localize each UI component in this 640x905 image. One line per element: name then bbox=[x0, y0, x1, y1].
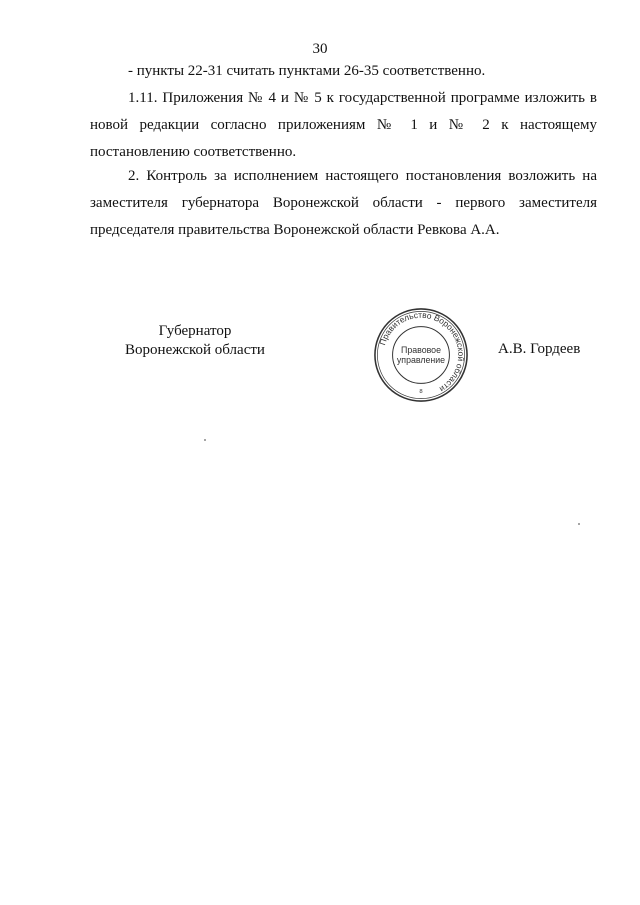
seal-inner-text-line1: Правовое bbox=[400, 345, 442, 356]
paragraph-line: постановлению соответственно. bbox=[90, 144, 297, 160]
seal-inner-text-line2: управление bbox=[396, 354, 446, 365]
signer-title-line: Воронежской области bbox=[125, 342, 265, 358]
paragraph-line: заместителя губернатора Воронежской области - первого заместителя bbox=[90, 195, 597, 211]
paragraph-line: 2. Контроль за исполнением настоящего постановления возложить на bbox=[128, 168, 597, 184]
paragraph-line: председателя правительства Воронежской области Ревкова А.А. bbox=[90, 222, 500, 238]
paragraph-1-11 bbox=[90, 85, 597, 166]
paragraph-2 bbox=[90, 163, 597, 244]
official-seal bbox=[372, 306, 470, 404]
paragraph-line: новой редакции согласно приложениям № 1 и № 2 к настоящему bbox=[90, 117, 597, 133]
seal-number: 8 bbox=[419, 389, 423, 396]
paragraph-text: - пункты 22-31 считать пунктами 26-35 соответственно. bbox=[128, 63, 486, 79]
signer-title-line: Губернатор bbox=[158, 323, 232, 339]
scan-speck bbox=[204, 439, 206, 441]
paragraph-line: 1.11. Приложения № 4 и № 5 к государственной программе изложить в bbox=[128, 90, 597, 106]
seal-outer-text: Правительство Воронежской области bbox=[377, 309, 467, 395]
page-number: 30 bbox=[312, 41, 328, 57]
scan-speck bbox=[578, 523, 580, 525]
signer-title bbox=[100, 322, 290, 360]
signer-name: А.В. Гордеев bbox=[498, 341, 581, 357]
paragraph-items-renumbering bbox=[128, 58, 598, 85]
